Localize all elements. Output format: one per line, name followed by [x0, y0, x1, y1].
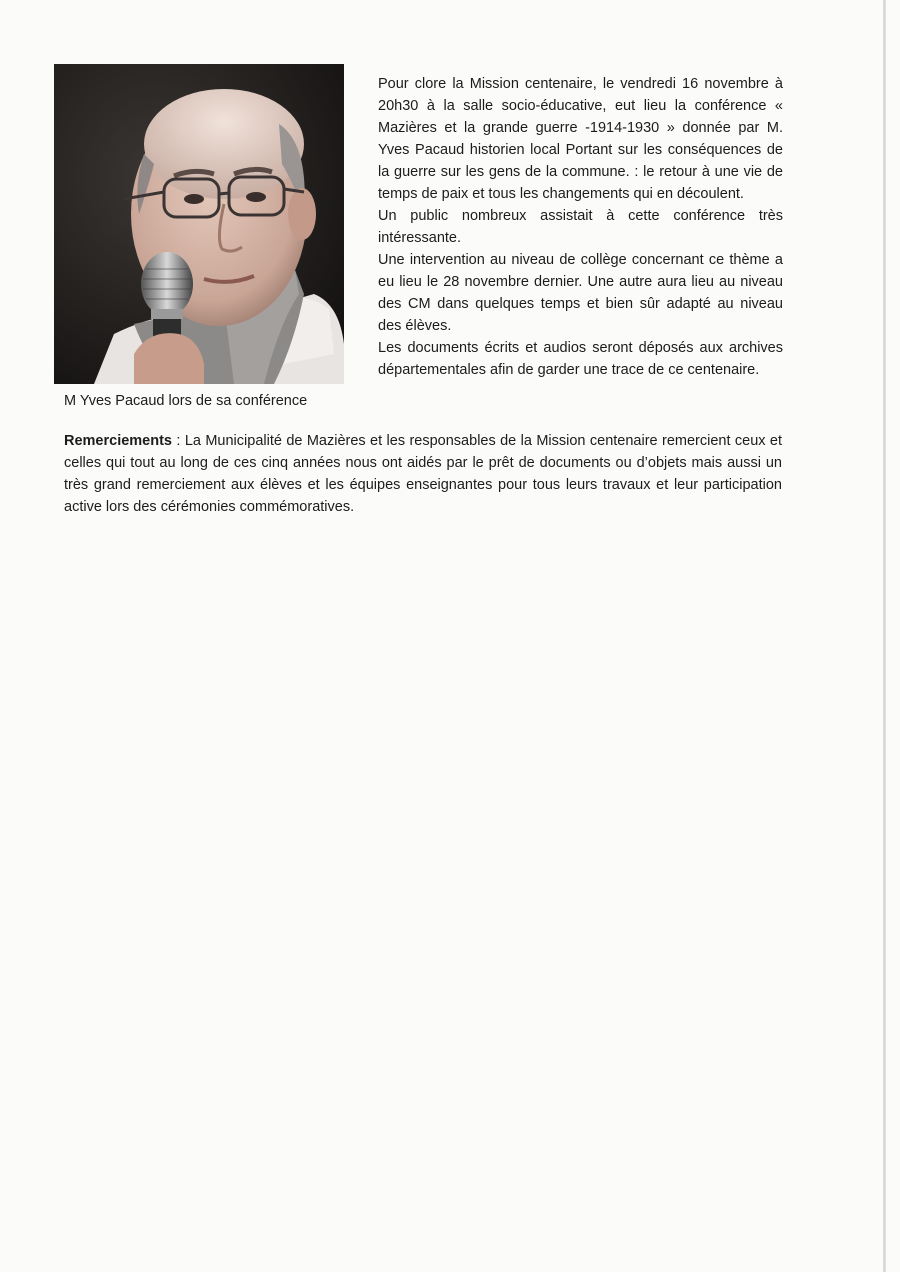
thanks-text: La Municipalité de Mazières et les responsables de la Mission centenaire remercient ceux et celles qui tout au long de ces cinq années nous ont aidés par le prêt de documents ou d’objets mais aussi un très grand remerciement aux élèves et les équipes enseignantes pour tous leurs travaux et leur participation active lors des cérémonies commémoratives. [64, 433, 782, 515]
thanks-label: Remerciements [64, 433, 172, 449]
portrait-image [54, 64, 344, 384]
article-paragraph: Pour clore la Mission centenaire, le vendredi 16 novembre à 20h30 à la salle socio-éducative, eut lieu la conférence « Mazières et la grande guerre -1914-1930 » donnée par M. Yves Pacaud historien local Portant sur les conséquences de la guerre sur les gens de la commune. : le retour à une vie de temps de paix et tous les changements qui en découlent. [378, 76, 783, 202]
article-paragraph: Un public nombreux assistait à cette conférence très intéressante. [378, 208, 783, 246]
article-body [378, 73, 783, 381]
article-paragraph: Une intervention au niveau de collège concernant ce thème a eu lieu le 28 novembre dernier. Une autre aura lieu au niveau des CM dans quelques temps et bien sûr adapté au niveau des élèves. [378, 252, 783, 334]
article-paragraph: Les documents écrits et audios seront déposés aux archives départementales afin de garder une trace de ce centenaire. [378, 340, 783, 378]
photo-caption: M Yves Pacaud lors de sa conférence [64, 393, 308, 409]
thanks-separator: : [172, 433, 185, 449]
page-edge [883, 0, 886, 1272]
portrait-photo [54, 64, 344, 384]
thanks-paragraph [64, 430, 782, 518]
